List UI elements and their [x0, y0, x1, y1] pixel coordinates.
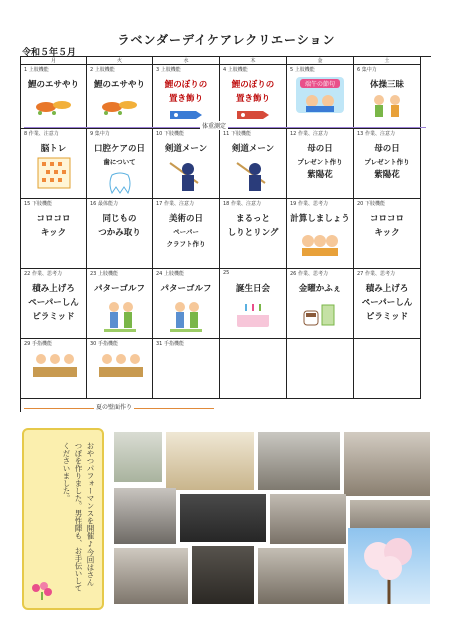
day-number: 26 作業、思考力	[290, 271, 328, 277]
cafe-drink-icon	[298, 301, 342, 331]
activity-sub: プレゼント作り	[364, 158, 410, 166]
activity-title	[21, 212, 86, 240]
note-text: おやつパフォーマンスを開催♪今回はさんつぼを作りました。男性陣も、お手伝いしてくださいました。	[62, 442, 95, 592]
day-cell	[287, 269, 354, 339]
weekday-mon: 月	[21, 57, 87, 65]
activity-title: 鯉のエサやり	[27, 80, 79, 90]
day-cell	[220, 65, 287, 129]
week-row-5	[21, 339, 431, 399]
activity-sub: クラフト作り	[166, 240, 206, 248]
photo-activity	[258, 432, 340, 490]
golf-illustration	[166, 299, 206, 335]
weekday-tue: 火	[87, 57, 153, 65]
activity-line: キック	[374, 228, 400, 238]
day-number: 16 最体能力	[90, 201, 118, 207]
week-row-3	[21, 199, 431, 269]
activity-line: コロコロ	[369, 214, 404, 224]
day-cell	[153, 339, 220, 399]
day-cell	[21, 129, 87, 199]
day-cell	[354, 199, 421, 269]
day-number: 9 集中力	[90, 131, 110, 137]
day-number: 18 作業、注意力	[223, 201, 261, 207]
brain-puzzle-illustration	[37, 157, 71, 189]
wall-decoration-label: 夏の壁面作り	[96, 404, 133, 411]
day-number: 25	[223, 270, 230, 276]
day-number: 24 上肢機能	[156, 271, 184, 277]
calendar-grid	[20, 56, 431, 412]
kodomo-label: 端午の節句	[304, 81, 336, 88]
golf-illustration	[100, 299, 140, 335]
photo-activity	[344, 432, 430, 496]
day-number: 17 作業、注意力	[156, 201, 194, 207]
activity-title: 誕生日会	[235, 284, 270, 294]
day-number: 4 上肢機能	[223, 67, 248, 73]
flower-icon	[30, 580, 54, 600]
activity-title	[220, 212, 286, 240]
day-number: 3 上肢機能	[156, 67, 181, 73]
day-cell	[354, 339, 421, 399]
activity-title: 体操三昧	[369, 80, 404, 90]
day-cell	[220, 269, 287, 339]
activity-title	[354, 142, 420, 182]
calculation-illustration	[298, 231, 342, 257]
day-number: 12 作業、注意力	[290, 131, 328, 137]
day-cell	[153, 129, 220, 199]
day-cell	[220, 129, 287, 199]
carp-feeding-illustration	[98, 95, 142, 117]
activity-line: 鯉のぼりの	[164, 80, 208, 90]
day-number: 11 下肢機能	[223, 131, 251, 137]
day-cell	[220, 199, 287, 269]
month-label: 令和５年５月	[22, 48, 77, 58]
day-number: 2 上肢機能	[90, 67, 115, 73]
activity-title: パターゴルフ	[160, 284, 212, 294]
activity-line: 美術の日	[168, 214, 203, 224]
day-cell	[220, 339, 287, 399]
activity-line: ピラミッド	[32, 312, 75, 322]
tooth-icon	[102, 171, 138, 195]
activity-line: 積み上げろ	[32, 284, 75, 294]
day-cell	[287, 65, 354, 129]
day-cell	[21, 199, 87, 269]
koinobori-icon	[235, 107, 271, 123]
activity-title	[87, 212, 152, 240]
activity-title	[21, 282, 86, 324]
activity-line: ペーパーしん	[28, 298, 79, 308]
day-cell	[21, 339, 87, 399]
day-number: 19 作業、思考力	[290, 201, 328, 207]
day-cell	[87, 339, 153, 399]
activity-title	[354, 282, 420, 324]
koinobori-icon	[168, 107, 204, 123]
activity-title: 計算しましょう	[290, 214, 350, 224]
birthday-cake-icon	[231, 301, 275, 331]
tree-icon	[348, 528, 430, 604]
weekday-fri: 金	[287, 57, 354, 65]
activity-line: 口腔ケアの日	[93, 144, 145, 154]
kendo-illustration	[166, 159, 206, 195]
day-number: 20 下肢機能	[357, 201, 385, 207]
activity-title: 剣道メーン	[231, 144, 275, 154]
weekday-header	[21, 57, 431, 65]
weekday-thu: 木	[220, 57, 287, 65]
kendo-illustration	[233, 159, 273, 195]
day-cell	[21, 269, 87, 339]
activity-line: 紫陽花	[374, 170, 400, 180]
activity-line: 置き飾り	[235, 94, 270, 104]
craft-group-illustration	[29, 351, 79, 381]
day-cell	[87, 269, 153, 339]
activity-line: 鯉のぼりの	[231, 80, 275, 90]
day-cell	[354, 129, 421, 199]
weekday-sat: 土	[354, 57, 421, 65]
day-number: 13 作業、注意力	[357, 131, 395, 137]
photo-activity	[114, 548, 188, 604]
activity-line: 置き飾り	[168, 94, 203, 104]
activity-line: ペーパーしん	[361, 298, 413, 308]
day-number: 5 上肢機能	[290, 67, 315, 73]
weekday-wed: 水	[153, 57, 220, 65]
day-cell	[87, 65, 153, 129]
day-cell	[21, 65, 87, 129]
activity-line: 積み上げろ	[365, 284, 409, 294]
carp-feeding-illustration	[32, 95, 76, 117]
craft-group-illustration	[95, 351, 145, 381]
activity-title	[287, 142, 353, 182]
day-cell	[287, 339, 354, 399]
day-cell	[354, 65, 421, 129]
photo-hotplate	[180, 494, 266, 542]
day-number: 6 集中力	[357, 67, 377, 73]
note-panel	[22, 428, 104, 610]
day-number: 29 手指機能	[24, 341, 52, 347]
activity-title	[87, 142, 152, 168]
day-number: 31 手指機能	[156, 341, 184, 347]
activity-line: 紫陽花	[307, 170, 333, 180]
activity-title: 剣道メーン	[164, 144, 208, 154]
day-cell	[153, 269, 220, 339]
photo-activity	[270, 494, 346, 544]
activity-title: 脳トレ	[40, 144, 67, 154]
activity-sub: 歯について	[103, 158, 136, 166]
day-cell	[287, 129, 354, 199]
weight-measure-label: 体重測定	[202, 123, 227, 130]
activity-line: つかみ取り	[98, 228, 141, 238]
activity-title: 鯉のエサやり	[93, 80, 145, 90]
activity-sub: プレゼント作り	[297, 158, 343, 166]
day-number: 10 下肢機能	[156, 131, 184, 137]
day-number: 8 作業、注意力	[24, 131, 59, 137]
activity-title	[354, 212, 420, 240]
day-cell	[87, 129, 153, 199]
week-row-2	[21, 129, 431, 199]
photo-activity	[114, 432, 162, 482]
photo-cherry-blossom	[348, 528, 430, 604]
activity-line: ピラミッド	[365, 312, 409, 322]
activity-title	[220, 78, 286, 106]
week-row-4	[21, 269, 431, 339]
day-cell	[87, 199, 153, 269]
day-number: 30 手指機能	[90, 341, 118, 347]
exercise-illustration	[367, 93, 407, 119]
activity-line: まるっと	[235, 214, 270, 224]
activity-line: しりとリング	[227, 228, 279, 238]
page-title: ラベンダーデイケアレクリエーション	[117, 33, 336, 47]
activity-line: 母の日	[374, 144, 400, 154]
day-number: 1 上肢機能	[24, 67, 49, 73]
day-number: 15 下肢機能	[24, 201, 52, 207]
photo-activity	[114, 488, 176, 544]
activity-title: パターゴルフ	[93, 284, 145, 294]
activity-title	[153, 78, 219, 106]
day-number: 23 上肢機能	[90, 271, 118, 277]
activity-title: 金曜かふぇ	[298, 284, 342, 294]
activity-title	[153, 212, 219, 250]
week-row-1	[21, 65, 431, 129]
day-number: 27 作業、思考力	[357, 271, 395, 277]
photo-activity	[258, 548, 344, 604]
activity-line: コロコロ	[36, 214, 71, 224]
day-number: 22 作業、思考力	[24, 271, 62, 277]
photo-tea	[166, 432, 254, 490]
photo-hotplate	[192, 546, 254, 604]
day-cell	[287, 199, 354, 269]
day-cell	[153, 65, 220, 129]
activity-line: 母の日	[307, 144, 333, 154]
childrens-day-illustration	[294, 75, 346, 115]
activity-sub: ペーパー	[173, 228, 199, 236]
day-cell	[354, 269, 421, 339]
day-cell	[153, 199, 220, 269]
activity-line: 同じもの	[102, 214, 137, 224]
activity-line: キック	[40, 228, 67, 238]
